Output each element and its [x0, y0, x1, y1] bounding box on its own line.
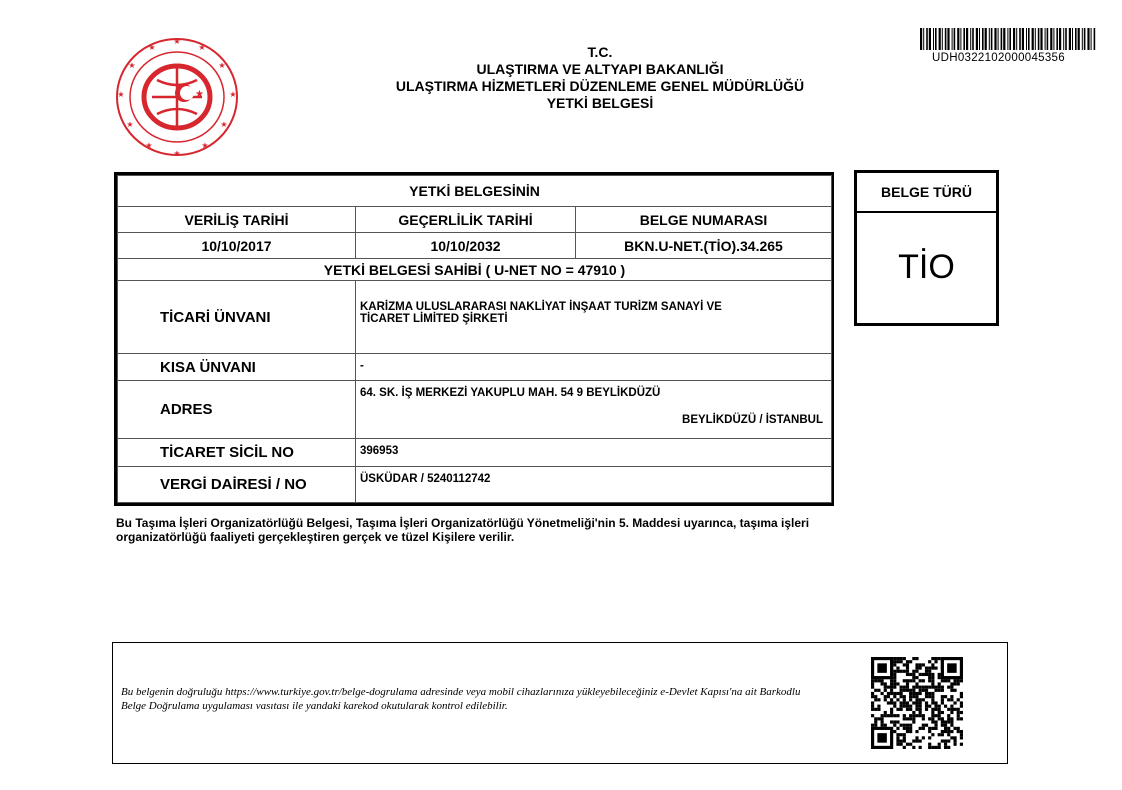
svg-text:★: ★ — [145, 141, 153, 150]
certificate-table-box — [114, 172, 834, 506]
document-type-value: TİO — [898, 248, 955, 286]
svg-text:★: ★ — [220, 120, 228, 129]
tax-office-label: VERGİ DAİRESİ / NO — [118, 467, 356, 503]
svg-text:★: ★ — [126, 120, 134, 129]
barcode-number: UDH0322102000045356 — [932, 52, 1065, 64]
qr-code — [871, 657, 963, 749]
short-name-label: KISA ÜNVANI — [118, 354, 356, 381]
svg-text:★: ★ — [148, 43, 156, 52]
address-line-2: BEYLİKDÜZÜ / İSTANBUL — [682, 414, 823, 426]
svg-text:★: ★ — [229, 90, 237, 99]
trade-registry-value: 396953 — [356, 439, 832, 467]
address-line-1: 64. SK. İŞ MERKEZİ YAKUPLU MAH. 54 9 BEYLİKDÜZÜ — [360, 387, 661, 399]
document-number-value: BKN.U-NET.(TİO).34.265 — [576, 233, 832, 259]
header-ministry: ULAŞTIRMA VE ALTYAPI BAKANLIĞI — [476, 61, 724, 77]
trade-name-value: KARİZMA ULUSLARARASI NAKLİYAT İNŞAAT TURİZM SANAYİ VE TİCARET LİMİTED ŞİRKETİ — [356, 281, 832, 354]
address-value — [356, 381, 832, 439]
svg-text:★: ★ — [128, 61, 136, 70]
barcode — [920, 28, 1096, 50]
issue-date-value: 10/10/2017 — [118, 233, 356, 259]
trade-name-label: TİCARİ ÜNVANI — [118, 281, 356, 354]
certificate-table — [117, 175, 832, 503]
trade-registry-label: TİCARET SİCİL NO — [118, 439, 356, 467]
svg-text:★: ★ — [173, 37, 181, 46]
verification-box — [112, 642, 1008, 764]
header-tc: T.C. — [587, 44, 613, 60]
svg-text:★: ★ — [201, 141, 209, 150]
document-type-box — [854, 170, 999, 326]
address-label: ADRES — [118, 381, 356, 439]
svg-text:★: ★ — [218, 61, 226, 70]
column-issue-date: VERİLİŞ TARİHİ — [118, 207, 356, 233]
svg-text:★: ★ — [198, 43, 206, 52]
tax-office-value: ÜSKÜDAR / 5240112742 — [356, 467, 832, 503]
section-title: YETKİ BELGESİNİN — [118, 176, 832, 207]
header-doc-title: YETKİ BELGESİ — [546, 95, 654, 111]
legal-note: Bu Taşıma İşleri Organizatörlüğü Belgesi, Taşıma İşleri Organizatörlüğü Yönetmeliği'nin 5. Maddesi uyarınca, taşıma işleri organizatörlüğü faaliyeti gerçekleştiren gerçek ve tüzel Kişilere verilir. — [116, 516, 810, 544]
short-name-value: - — [356, 354, 832, 381]
holder-title: YETKİ BELGESİ SAHİBİ ( U-NET NO = 47910 ) — [118, 259, 832, 281]
column-document-number: BELGE NUMARASI — [576, 207, 832, 233]
document-type-title: BELGE TÜRÜ — [857, 173, 996, 213]
svg-text:★: ★ — [195, 89, 204, 100]
svg-text:★: ★ — [173, 149, 181, 158]
validity-date-value: 10/10/2032 — [356, 233, 576, 259]
svg-text:★: ★ — [117, 90, 125, 99]
verification-text: Bu belgenin doğruluğu https://www.turkiye.gov.tr/belge-dogrulama adresinde veya mobil cihazlarınıza yükleyebileceğiniz e-Devlet Kapısı'na ait Barkodlu Belge Doğrulama uygulaması vasıtası ile yandaki karekod okutularak kontrol edilebilir. — [121, 686, 801, 712]
document-header — [300, 44, 900, 112]
column-validity-date: GEÇERLİLİK TARİHİ — [356, 207, 576, 233]
header-directorate: ULAŞTIRMA HİZMETLERİ DÜZENLEME GENEL MÜDÜRLÜĞÜ — [395, 78, 805, 94]
ministry-seal-logo — [112, 35, 242, 160]
